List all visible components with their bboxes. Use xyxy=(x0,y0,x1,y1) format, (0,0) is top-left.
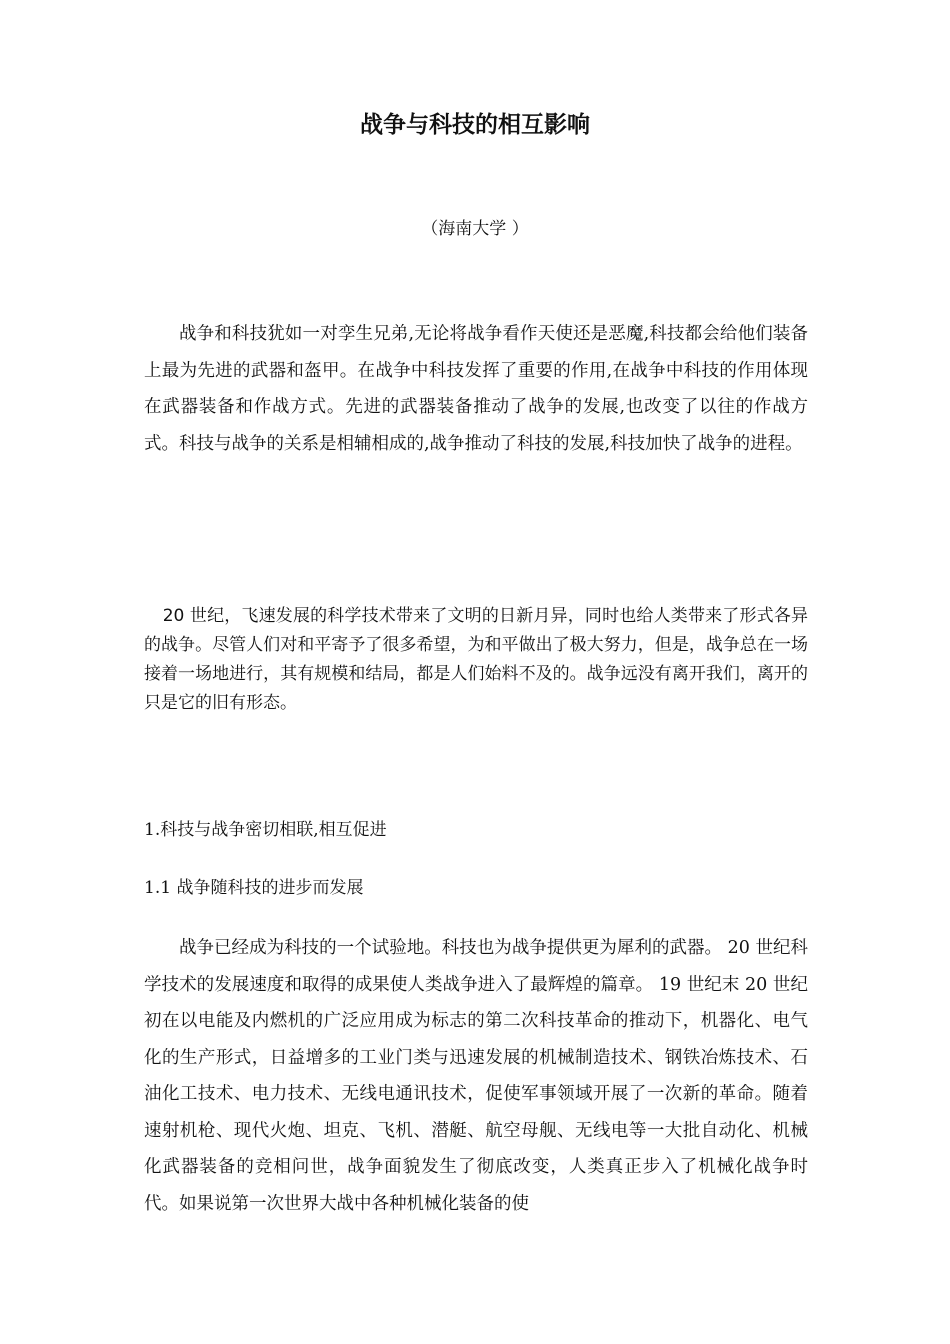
section-heading: 1.科技与战争密切相联,相互促进 xyxy=(144,820,387,840)
author-affiliation: （海南大学 ） xyxy=(421,219,529,239)
subsection-heading: 1.1 战争随科技的进步而发展 xyxy=(144,878,364,898)
page-title: 战争与科技的相互影响 xyxy=(360,112,590,138)
section-body-paragraph: 战争已经成为科技的一个试验地。科技也为战争提供更为犀利的武器。 20 世纪科学技术的发展速度和取得的成果使人类战争进入了最辉煌的篇章。 19 世纪末 20 世纪初在以电能及内燃机的广泛应用成为标志的第二次科技革命的推动下，机器化、电气化的生产形式，日益增多的工业门类与迅速发展的机械制造技术、钢铁冶炼技术、石油化工技术、电力技术、无线电通讯技术，促使军事领域开展了一次新的革命。随着速射机枪、现代火炮、坦克、飞机、潜艇、航空母舰、无线电等一大批自动化、机械化武器装备的竞相问世，战争面貌发生了彻底改变，人类真正步入了机械化战争时代。如果说第一次世界大战中各种机械化装备的使 xyxy=(144,938,808,1214)
intro-paragraph: 20 世纪，飞速发展的科学技术带来了文明的日新月异，同时也给人类带来了形式各异的战争。尽管人们对和平寄予了很多希望，为和平做出了极大努力，但是，战争总在一场接着一场地进行，其有规模和结局，都是人们始料不及的。战争远没有离开我们，离开的只是它的旧有形态。 xyxy=(144,606,808,713)
abstract-paragraph: 战争和科技犹如一对孪生兄弟,无论将战争看作天使还是恶魔,科技都会给他们装备上最为先进的武器和盔甲。在战争中科技发挥了重要的作用,在战争中科技的作用体现在武器装备和作战方式。先进的武器装备推动了战争的发展,也改变了以往的作战方式。科技与战争的关系是相辅相成的,战争推动了科技的发展,科技加快了战争的进程。 xyxy=(144,324,808,454)
